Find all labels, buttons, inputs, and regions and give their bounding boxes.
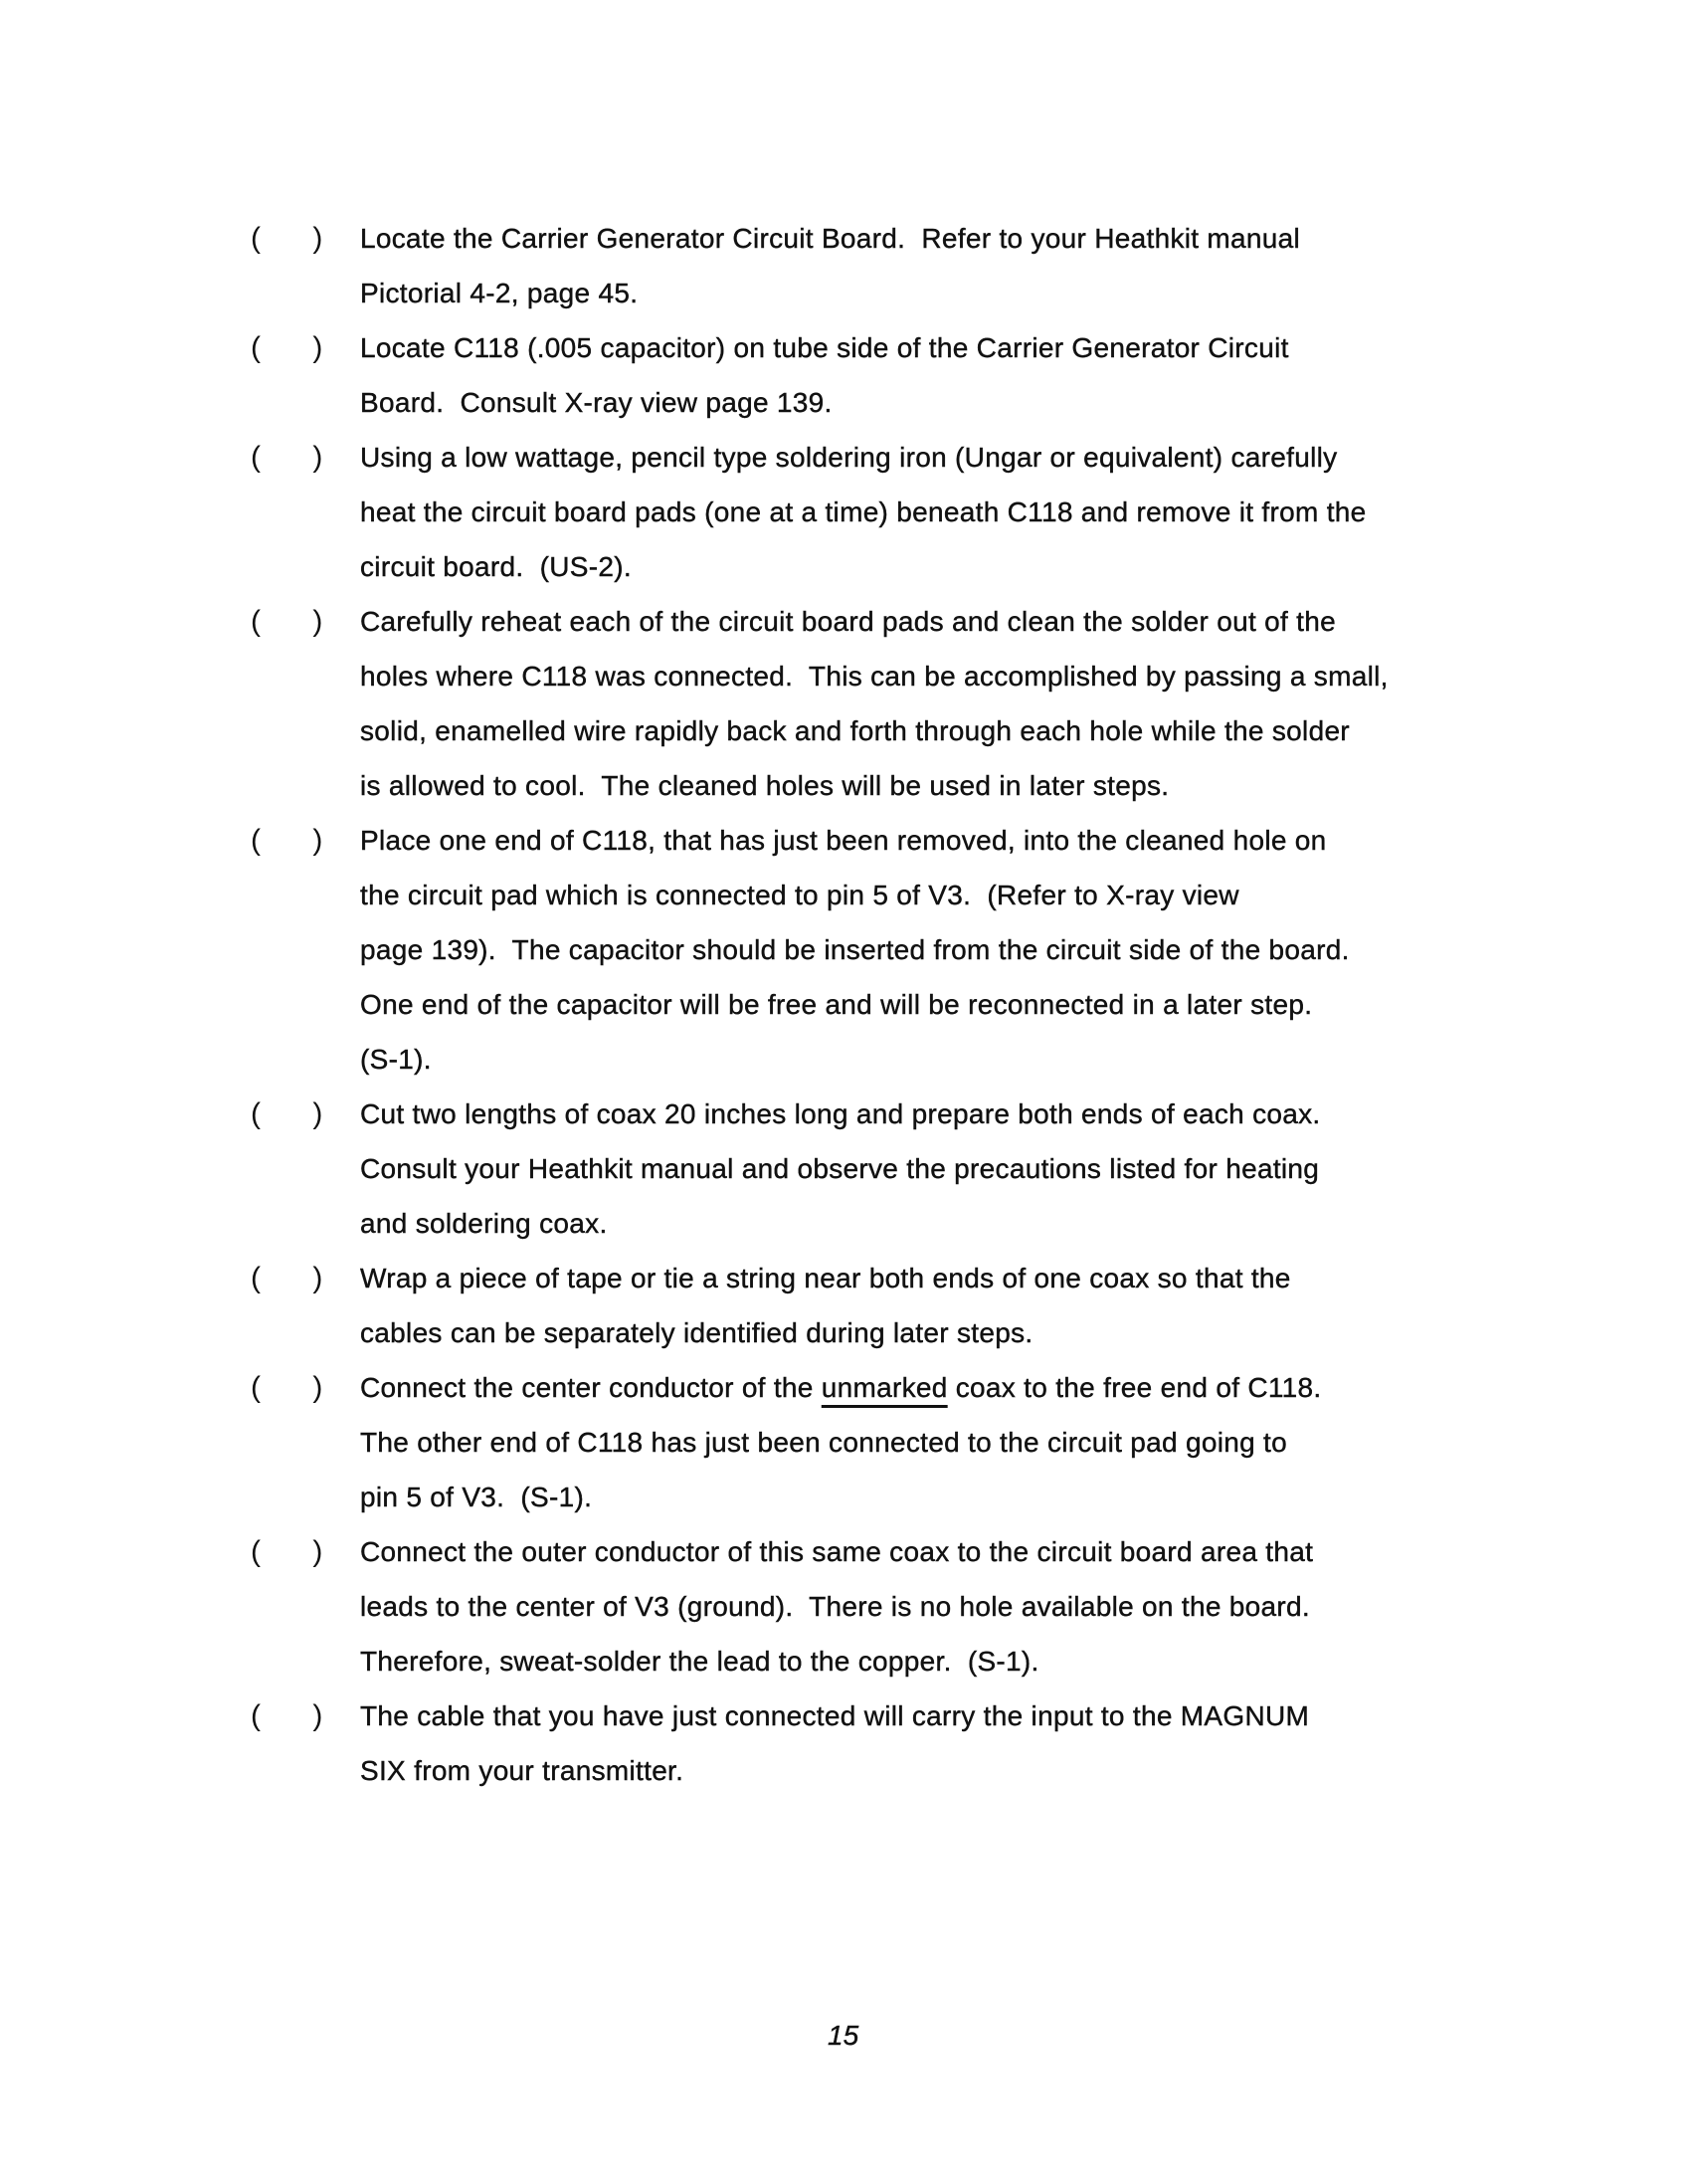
instruction-steps [0,211,1691,1798]
step-checkbox[interactable]: ( ) [251,1535,345,1568]
step-text-line [360,868,1691,922]
step-checkbox[interactable]: ( ) [251,824,345,857]
text-segment: leads to the center of V3 (ground). There is no hole available on the board. [360,1591,1310,1622]
step-text-line [360,1524,1691,1579]
text-segment: The cable that you have just connected will carry the input to the MAGNUM [360,1700,1310,1731]
text-segment: Connect the outer conductor of this same coax to the circuit board area that [360,1536,1314,1567]
text-segment: Cut two lengths of coax 20 inches long and prepare both ends of each coax. [360,1098,1321,1129]
step-text-line [360,922,1691,977]
step-text-line [360,977,1691,1032]
step-text-line [360,649,1691,703]
text-segment: Pictorial 4-2, page 45. [360,278,639,308]
step-text-line [360,1634,1691,1688]
step-text-line [360,211,1691,266]
step-text-line [360,1360,1691,1415]
step-checkbox[interactable]: ( ) [251,222,345,255]
step-text-line [360,266,1691,320]
text-segment: is allowed to cool. The cleaned holes will be used in later steps. [360,770,1170,801]
step-text-line [360,1087,1691,1141]
step-text-line [360,1251,1691,1305]
step-text-line [360,1470,1691,1524]
text-segment: Board. Consult X-ray view page 139. [360,387,833,418]
step-text-line [360,1743,1691,1798]
text-segment: the circuit pad which is connected to pin 5 of V3. (Refer to X-ray view [360,880,1239,910]
text-segment: Therefore, sweat-solder the lead to the copper. (S-1). [360,1646,1039,1677]
step-text-line [360,539,1691,594]
step-text-line [360,430,1691,485]
instruction-step [0,1524,1691,1688]
step-text-line [360,758,1691,813]
step-text-line [360,1688,1691,1743]
text-segment: and soldering coax. [360,1208,608,1239]
step-checkbox[interactable]: ( ) [251,331,345,364]
page-number: 15 [828,2020,859,2051]
instruction-step [0,1360,1691,1524]
text-segment: page 139). The capacitor should be inserted from the circuit side of the board. [360,934,1350,965]
text-segment: Locate C118 (.005 capacitor) on tube side of the Carrier Generator Circuit [360,332,1289,363]
step-checkbox[interactable]: ( ) [251,441,345,474]
text-segment: solid, enamelled wire rapidly back and forth through each hole while the solder [360,715,1350,746]
step-text-line [360,813,1691,868]
instruction-step [0,1688,1691,1798]
text-segment: Consult your Heathkit manual and observe the precautions listed for heating [360,1153,1320,1184]
text-segment: Connect the center conductor of the [360,1372,822,1403]
text-segment: Locate the Carrier Generator Circuit Board. Refer to your Heathkit manual [360,223,1301,254]
step-text-line [360,375,1691,430]
text-segment: One end of the capacitor will be free and will be reconnected in a later step. [360,989,1313,1020]
step-text-line [360,485,1691,539]
step-text-line [360,320,1691,375]
text-segment: pin 5 of V3. (S-1). [360,1482,593,1512]
text-segment: (S-1). [360,1044,432,1075]
text-segment: heat the circuit board pads (one at a time) beneath C118 and remove it from the [360,496,1367,527]
instruction-step [0,1251,1691,1360]
step-text-line [360,1579,1691,1634]
text-segment: Wrap a piece of tape or tie a string near both ends of one coax so that the [360,1263,1291,1293]
underlined-text: unmarked [821,1372,948,1403]
step-text-line [360,1305,1691,1360]
step-text-line [360,1415,1691,1470]
text-segment: The other end of C118 has just been connected to the circuit pad going to [360,1427,1287,1458]
step-text-line [360,1196,1691,1251]
instruction-step [0,211,1691,320]
step-checkbox[interactable]: ( ) [251,1699,345,1732]
step-checkbox[interactable]: ( ) [251,1371,345,1404]
text-segment: Using a low wattage, pencil type soldering iron (Ungar or equivalent) carefully [360,442,1338,473]
text-segment: SIX from your transmitter. [360,1755,684,1786]
step-text-line [360,1032,1691,1087]
step-text-line [360,703,1691,758]
step-text-line [360,1141,1691,1196]
instruction-step [0,594,1691,813]
instruction-step [0,1087,1691,1251]
text-segment: Carefully reheat each of the circuit board pads and clean the solder out of the [360,606,1336,637]
step-checkbox[interactable]: ( ) [251,1097,345,1130]
text-segment: circuit board. (US-2). [360,551,632,582]
text-segment: Place one end of C118, that has just been removed, into the cleaned hole on [360,825,1327,856]
text-segment: coax to the free end of C118. [947,1372,1322,1403]
instruction-step [0,430,1691,594]
step-text-line [360,594,1691,649]
step-checkbox[interactable]: ( ) [251,1262,345,1294]
instruction-step [0,813,1691,1087]
step-checkbox[interactable]: ( ) [251,605,345,638]
text-segment: cables can be separately identified during later steps. [360,1317,1033,1348]
text-segment: holes where C118 was connected. This can be accomplished by passing a small, [360,661,1389,692]
instruction-step [0,320,1691,430]
